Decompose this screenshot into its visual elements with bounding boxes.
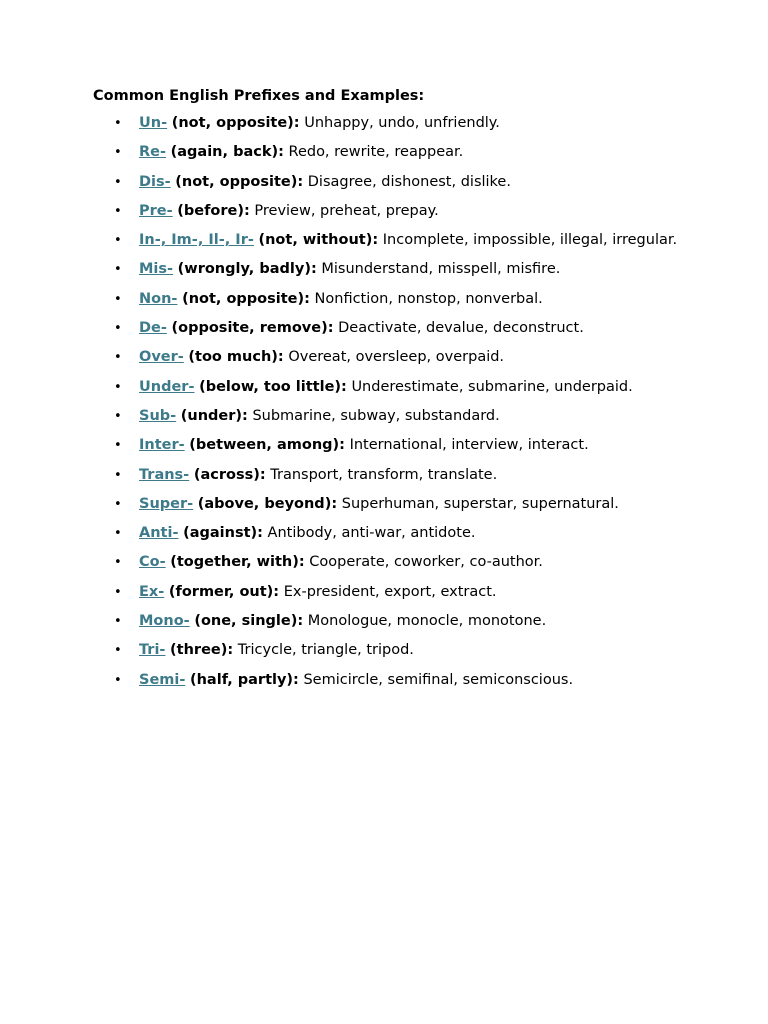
prefix-examples: Disagree, dishonest, dislike. bbox=[307, 173, 511, 190]
list-item bbox=[93, 612, 693, 632]
list-item bbox=[93, 583, 693, 603]
prefix-meaning: (too much): bbox=[188, 349, 284, 366]
prefix-meaning: (one, single): bbox=[194, 613, 304, 630]
prefix-meaning: (former, out): bbox=[168, 583, 280, 600]
prefix-link[interactable]: Re- bbox=[139, 144, 167, 161]
prefix-examples: Transport, transform, translate. bbox=[270, 466, 498, 483]
prefix-examples: Preview, preheat, prepay. bbox=[254, 202, 439, 219]
prefix-examples: Overeat, oversleep, overpaid. bbox=[288, 349, 505, 366]
prefix-meaning: (opposite, remove): bbox=[171, 320, 334, 337]
prefix-link[interactable]: Over- bbox=[139, 349, 184, 366]
prefix-link[interactable]: Pre- bbox=[139, 202, 173, 219]
prefix-link[interactable]: Un- bbox=[139, 115, 168, 131]
prefix-link[interactable]: In-, Im-, Il-, Ir- bbox=[139, 232, 254, 249]
prefix-meaning: (across): bbox=[193, 466, 266, 483]
prefix-list bbox=[93, 114, 693, 690]
bullet-icon: • bbox=[114, 116, 122, 131]
prefix-link[interactable]: Co- bbox=[139, 554, 166, 571]
prefix-meaning: (under): bbox=[180, 407, 248, 424]
document-body bbox=[93, 86, 693, 700]
prefix-examples: International, interview, interact. bbox=[349, 437, 589, 454]
list-item bbox=[93, 524, 693, 544]
prefix-examples: Incomplete, impossible, illegal, irregular. bbox=[382, 232, 678, 249]
bullet-icon: • bbox=[114, 379, 122, 395]
list-item bbox=[93, 495, 693, 515]
bullet-icon: • bbox=[114, 145, 122, 161]
prefix-meaning: (above, beyond): bbox=[197, 495, 338, 512]
prefix-meaning: (three): bbox=[170, 642, 234, 659]
prefix-meaning: (half, partly): bbox=[189, 671, 299, 688]
list-item bbox=[93, 202, 693, 222]
bullet-icon: • bbox=[114, 321, 122, 337]
bullet-icon: • bbox=[114, 203, 122, 219]
bullet-icon: • bbox=[114, 174, 122, 190]
list-item bbox=[93, 378, 693, 398]
prefix-link[interactable]: Tri- bbox=[139, 642, 166, 659]
list-item bbox=[93, 290, 693, 310]
prefix-examples: Ex-president, export, extract. bbox=[283, 583, 497, 600]
list-item bbox=[93, 553, 693, 573]
prefix-examples: Cooperate, coworker, co-author. bbox=[309, 554, 543, 571]
prefix-link[interactable]: Super- bbox=[139, 495, 194, 512]
list-item bbox=[93, 671, 693, 691]
bullet-icon: • bbox=[114, 467, 122, 483]
bullet-icon: • bbox=[114, 496, 122, 512]
list-item bbox=[93, 407, 693, 427]
bullet-icon: • bbox=[114, 408, 122, 424]
prefix-meaning: (not, opposite): bbox=[171, 115, 300, 131]
prefix-meaning: (again, back): bbox=[170, 144, 284, 161]
prefix-meaning: (wrongly, badly): bbox=[177, 261, 317, 278]
prefix-link[interactable]: Dis- bbox=[139, 173, 171, 190]
prefix-meaning: (below, too little): bbox=[199, 378, 347, 395]
prefix-meaning: (together, with): bbox=[170, 554, 305, 571]
prefix-link[interactable]: Non- bbox=[139, 290, 178, 307]
prefix-link[interactable]: De- bbox=[139, 320, 167, 337]
prefix-examples: Superhuman, superstar, supernatural. bbox=[341, 495, 619, 512]
prefix-link[interactable]: Anti- bbox=[139, 525, 179, 542]
list-item bbox=[93, 114, 693, 134]
list-item bbox=[93, 348, 693, 368]
prefix-link[interactable]: Under- bbox=[139, 378, 195, 395]
prefix-examples: Tricycle, triangle, tripod. bbox=[237, 642, 414, 659]
prefix-link[interactable]: Mono- bbox=[139, 613, 190, 630]
bullet-icon: • bbox=[114, 643, 122, 659]
bullet-icon: • bbox=[114, 614, 122, 630]
prefix-meaning: (before): bbox=[177, 202, 250, 219]
prefix-meaning: (not, without): bbox=[258, 232, 379, 249]
prefix-link[interactable]: Sub- bbox=[139, 407, 177, 424]
list-item bbox=[93, 260, 693, 280]
prefix-examples: Antibody, anti-war, antidote. bbox=[267, 525, 476, 542]
bullet-icon: • bbox=[114, 526, 122, 542]
prefix-link[interactable]: Mis- bbox=[139, 261, 174, 278]
prefix-link[interactable]: Inter- bbox=[139, 437, 185, 454]
prefix-examples: Redo, rewrite, reappear. bbox=[288, 144, 464, 161]
list-item bbox=[93, 173, 693, 193]
prefix-link[interactable]: Ex- bbox=[139, 583, 165, 600]
prefix-examples: Nonfiction, nonstop, nonverbal. bbox=[314, 290, 543, 307]
prefix-examples: Semicircle, semifinal, semiconscious. bbox=[303, 671, 574, 688]
list-item bbox=[93, 436, 693, 456]
prefix-meaning: (against): bbox=[183, 525, 263, 542]
bullet-icon: • bbox=[114, 555, 122, 571]
bullet-icon: • bbox=[114, 291, 122, 307]
bullet-icon: • bbox=[114, 233, 122, 249]
prefix-examples: Deactivate, devalue, deconstruct. bbox=[338, 320, 584, 337]
prefix-meaning: (not, opposite): bbox=[182, 290, 310, 307]
prefix-examples: Misunderstand, misspell, misfire. bbox=[321, 261, 561, 278]
bullet-icon: • bbox=[114, 584, 122, 600]
prefix-examples: Underestimate, submarine, underpaid. bbox=[351, 378, 633, 395]
bullet-icon: • bbox=[114, 262, 122, 278]
page-title: Common English Prefixes and Examples: bbox=[93, 88, 425, 104]
prefix-meaning: (between, among): bbox=[189, 437, 345, 454]
list-item bbox=[93, 231, 693, 251]
bullet-icon: • bbox=[114, 350, 122, 366]
prefix-meaning: (not, opposite): bbox=[175, 173, 304, 190]
prefix-examples: Submarine, subway, substandard. bbox=[252, 407, 500, 424]
prefix-examples: Monologue, monocle, monotone. bbox=[307, 613, 547, 630]
list-item bbox=[93, 143, 693, 163]
prefix-examples: Unhappy, undo, unfriendly. bbox=[304, 115, 500, 131]
list-item bbox=[93, 641, 693, 661]
prefix-link[interactable]: Semi- bbox=[139, 671, 186, 688]
prefix-link[interactable]: Trans- bbox=[139, 466, 190, 483]
list-item bbox=[93, 466, 693, 486]
bullet-icon: • bbox=[114, 672, 122, 688]
list-item bbox=[93, 319, 693, 339]
bullet-icon: • bbox=[114, 438, 122, 454]
